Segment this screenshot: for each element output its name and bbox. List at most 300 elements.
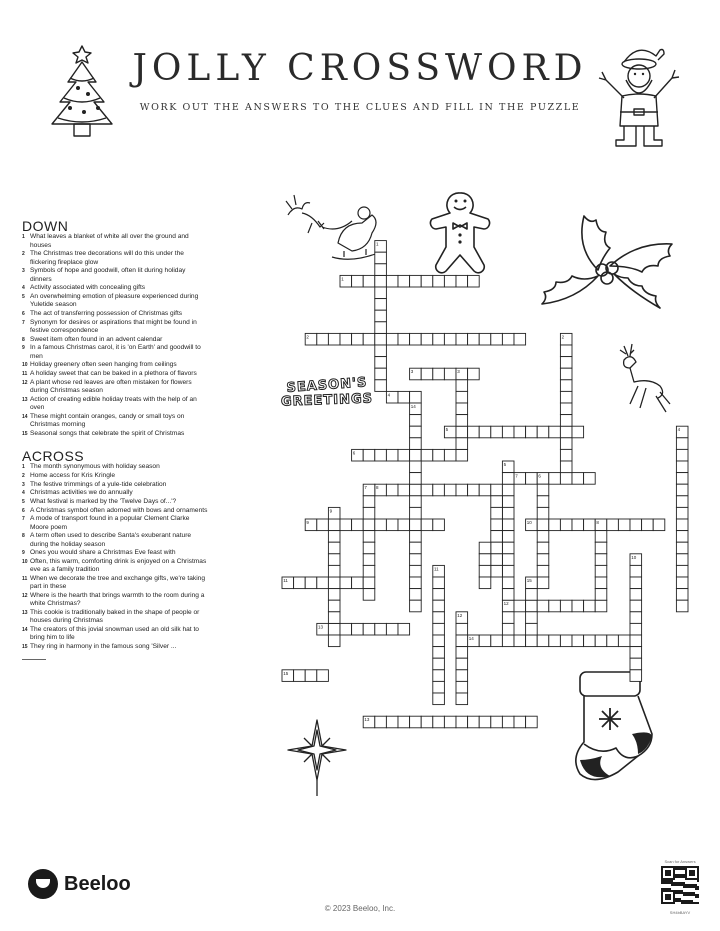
crossword-cell[interactable]	[560, 635, 572, 647]
crossword-cell[interactable]	[514, 600, 526, 612]
down-clue-text: The Christmas tree decorations will do this under the flickering fireplace glow	[30, 250, 184, 266]
brand-name: Beeloo	[64, 872, 131, 895]
crossword-cell[interactable]	[502, 589, 514, 601]
crossword-cell[interactable]	[433, 612, 445, 624]
crossword-cell[interactable]	[410, 449, 422, 461]
crossword-cell[interactable]	[317, 519, 329, 531]
crossword-cell[interactable]	[433, 577, 445, 589]
crossword-cell[interactable]	[676, 473, 688, 485]
crossword-cell[interactable]	[560, 368, 572, 380]
crossword-cell[interactable]	[479, 333, 491, 345]
crossword-cell[interactable]	[584, 519, 596, 531]
crossword-cell[interactable]	[410, 473, 422, 485]
crossword-cell[interactable]	[618, 519, 630, 531]
crossword-cell[interactable]	[398, 391, 410, 403]
crossword-cell[interactable]	[479, 635, 491, 647]
crossword-cell[interactable]	[421, 716, 433, 728]
crossword-cell[interactable]	[456, 484, 468, 496]
crossword-cell[interactable]	[433, 333, 445, 345]
crossword-cell[interactable]	[630, 635, 642, 647]
crossword-cell[interactable]	[398, 484, 410, 496]
crossword-cell[interactable]	[549, 519, 561, 531]
crossword-cell[interactable]	[560, 345, 572, 357]
crossword-cell[interactable]	[502, 333, 514, 345]
crossword-cell[interactable]	[410, 415, 422, 427]
crossword-cell[interactable]	[444, 449, 456, 461]
crossword-cell[interactable]	[630, 670, 642, 682]
crossword-cell[interactable]	[537, 531, 549, 543]
crossword-cell[interactable]	[630, 658, 642, 670]
crossword-cell[interactable]	[328, 333, 340, 345]
crossword-cell[interactable]	[305, 577, 317, 589]
cell-number: 7	[364, 485, 367, 491]
crossword-cell[interactable]	[676, 449, 688, 461]
crossword-cell[interactable]	[410, 333, 422, 345]
crossword-cell[interactable]	[375, 357, 387, 369]
down-clue-number: 12	[22, 379, 28, 386]
crossword-cell[interactable]	[328, 542, 340, 554]
crossword-cell[interactable]	[398, 449, 410, 461]
crossword-cell[interactable]	[352, 577, 364, 589]
crossword-cell[interactable]	[328, 565, 340, 577]
crossword-cell[interactable]	[421, 484, 433, 496]
crossword-cell[interactable]	[398, 716, 410, 728]
crossword-cell[interactable]	[468, 333, 480, 345]
crossword-cell[interactable]	[328, 612, 340, 624]
down-clue-text: Action of creating edible holiday treats with the help of an oven	[30, 395, 197, 411]
crossword-cell[interactable]	[560, 473, 572, 485]
crossword-cell[interactable]	[410, 519, 422, 531]
crossword-cell[interactable]	[526, 473, 538, 485]
crossword-cell[interactable]	[549, 473, 561, 485]
crossword-cell[interactable]	[630, 612, 642, 624]
crossword-cell[interactable]	[502, 635, 514, 647]
crossword-cell[interactable]	[433, 716, 445, 728]
cell-number: 10	[526, 520, 532, 525]
crossword-cell[interactable]	[607, 519, 619, 531]
crossword-cell[interactable]	[363, 275, 375, 287]
crossword-cell[interactable]	[386, 333, 398, 345]
crossword-cell[interactable]	[421, 368, 433, 380]
crossword-cell[interactable]	[468, 484, 480, 496]
crossword-cell[interactable]	[456, 635, 468, 647]
crossword-cell[interactable]	[537, 554, 549, 566]
crossword-cell[interactable]	[526, 623, 538, 635]
crossword-cell[interactable]	[375, 322, 387, 334]
crossword-cell[interactable]	[676, 507, 688, 519]
crossword-cell[interactable]	[491, 426, 503, 438]
crossword-cell[interactable]	[537, 426, 549, 438]
crossword-cell[interactable]	[653, 519, 665, 531]
crossword-cell[interactable]	[491, 554, 503, 566]
crossword-cell[interactable]	[502, 565, 514, 577]
crossword-cell[interactable]	[572, 473, 584, 485]
crossword-cell[interactable]	[560, 415, 572, 427]
crossword-cell[interactable]	[410, 438, 422, 450]
crossword-cell[interactable]	[537, 519, 549, 531]
crossword-cell[interactable]	[363, 577, 375, 589]
crossword-cell[interactable]	[410, 484, 422, 496]
crossword-cell[interactable]	[375, 519, 387, 531]
crossword-cell[interactable]	[456, 380, 468, 392]
crossword-cell[interactable]	[572, 635, 584, 647]
crossword-cell[interactable]	[526, 635, 538, 647]
crossword-cell[interactable]	[584, 635, 596, 647]
crossword-cell[interactable]	[630, 647, 642, 659]
crossword-cell[interactable]	[352, 333, 364, 345]
crossword-cell[interactable]	[375, 275, 387, 287]
crossword-cell[interactable]	[537, 507, 549, 519]
crossword-cell[interactable]	[433, 647, 445, 659]
crossword-cell[interactable]	[363, 554, 375, 566]
crossword-cell[interactable]	[328, 635, 340, 647]
crossword-cell[interactable]	[421, 333, 433, 345]
down-clue-number: 13	[22, 396, 28, 403]
crossword-cell[interactable]	[433, 449, 445, 461]
crossword-cell[interactable]	[433, 589, 445, 601]
crossword-cell[interactable]	[433, 670, 445, 682]
crossword-cell[interactable]	[676, 496, 688, 508]
crossword-cell[interactable]	[375, 380, 387, 392]
crossword-cell[interactable]	[410, 542, 422, 554]
crossword-cell[interactable]	[560, 357, 572, 369]
crossword-cell[interactable]	[514, 426, 526, 438]
crossword-cell[interactable]	[560, 438, 572, 450]
crossword-cell[interactable]	[456, 670, 468, 682]
crossword-cell[interactable]	[456, 449, 468, 461]
crossword-cell[interactable]	[491, 716, 503, 728]
crossword-cell[interactable]	[479, 554, 491, 566]
crossword-cell[interactable]	[317, 670, 329, 682]
crossword-cell[interactable]	[595, 600, 607, 612]
crossword-cell[interactable]	[642, 519, 654, 531]
crossword-cell[interactable]	[456, 693, 468, 705]
crossword-cell[interactable]	[456, 438, 468, 450]
down-clue-number: 8	[22, 336, 25, 343]
crossword-cell[interactable]	[328, 554, 340, 566]
crossword-cell[interactable]	[595, 531, 607, 543]
crossword-cell[interactable]	[502, 473, 514, 485]
crossword-cell[interactable]	[502, 531, 514, 543]
crossword-cell[interactable]	[560, 600, 572, 612]
crossword-cell[interactable]	[584, 600, 596, 612]
down-clue-text: Holiday greenery often seen hanging from ceilings	[30, 361, 177, 369]
crossword-cell[interactable]	[676, 484, 688, 496]
crossword-cell[interactable]	[294, 577, 306, 589]
down-clue-text: In a famous Christmas carol, it is 'on Earth' and goodwill to men	[30, 344, 201, 360]
crossword-cell[interactable]	[468, 368, 480, 380]
crossword-cell[interactable]	[502, 519, 514, 531]
crossword-cell[interactable]	[491, 333, 503, 345]
crossword-cell[interactable]	[549, 426, 561, 438]
crossword-cell[interactable]	[386, 484, 398, 496]
crossword-cell[interactable]	[491, 496, 503, 508]
crossword-cell[interactable]	[317, 577, 329, 589]
crossword-cell[interactable]	[560, 380, 572, 392]
crossword-cell[interactable]	[386, 519, 398, 531]
across-clue-number: 13	[22, 609, 28, 616]
crossword-cell[interactable]	[410, 531, 422, 543]
crossword-cell[interactable]	[433, 275, 445, 287]
crossword-cell[interactable]	[444, 368, 456, 380]
crossword-cell[interactable]	[537, 542, 549, 554]
crossword-cell[interactable]	[618, 635, 630, 647]
crossword-cell[interactable]	[363, 542, 375, 554]
across-clue-text: Where is the hearth that brings warmth to the room during a white Christmas?	[30, 591, 205, 608]
crossword-cell[interactable]	[630, 519, 642, 531]
crossword-cell[interactable]	[328, 531, 340, 543]
crossword-cell[interactable]	[317, 333, 329, 345]
crossword-cell[interactable]	[363, 507, 375, 519]
crossword-cell[interactable]	[340, 333, 352, 345]
crossword-cell[interactable]	[514, 635, 526, 647]
crossword-cell[interactable]	[514, 716, 526, 728]
crossword-cell[interactable]	[479, 577, 491, 589]
crossword-cell[interactable]	[410, 461, 422, 473]
crossword-cell[interactable]	[468, 275, 480, 287]
crossword-cell[interactable]	[468, 716, 480, 728]
crossword-cell[interactable]	[363, 333, 375, 345]
qr-code-icon[interactable]	[661, 866, 699, 904]
cell-number: 15	[526, 578, 532, 583]
crossword-cell[interactable]	[398, 519, 410, 531]
crossword-cell[interactable]	[676, 438, 688, 450]
crossword-cell[interactable]	[375, 287, 387, 299]
crossword-cell[interactable]	[595, 577, 607, 589]
crossword-cell[interactable]	[502, 484, 514, 496]
crossword-cell[interactable]	[456, 333, 468, 345]
cell-number: 4	[387, 392, 391, 398]
crossword-cell[interactable]	[630, 623, 642, 635]
crossword-cell[interactable]	[595, 542, 607, 554]
crossword-cell[interactable]	[433, 693, 445, 705]
crossword-cell[interactable]	[410, 507, 422, 519]
crossword-cell[interactable]	[560, 519, 572, 531]
crossword-cell[interactable]	[456, 716, 468, 728]
crossword-cell[interactable]	[537, 600, 549, 612]
crossword-cell[interactable]	[676, 589, 688, 601]
crossword-cell[interactable]	[375, 252, 387, 264]
crossword-cell[interactable]	[433, 635, 445, 647]
crossword-cell[interactable]	[491, 484, 503, 496]
crossword-cell[interactable]	[491, 635, 503, 647]
crossword-cell[interactable]	[502, 542, 514, 554]
crossword-cell[interactable]	[363, 589, 375, 601]
crossword-cell[interactable]	[363, 565, 375, 577]
crossword-cell[interactable]	[340, 519, 352, 531]
crossword-cell[interactable]	[386, 623, 398, 635]
crossword-cell[interactable]	[410, 426, 422, 438]
crossword-cell[interactable]	[386, 275, 398, 287]
crossword-cell[interactable]	[410, 496, 422, 508]
crossword-cell[interactable]	[328, 577, 340, 589]
crossword-cell[interactable]	[676, 461, 688, 473]
crossword-cell[interactable]	[537, 577, 549, 589]
down-clue-number: 3	[22, 268, 25, 275]
crossword-cell[interactable]	[328, 600, 340, 612]
crossword-cell[interactable]	[294, 670, 306, 682]
crossword-cell[interactable]	[491, 519, 503, 531]
cell-number: 2	[561, 334, 565, 340]
crossword-cell[interactable]	[433, 623, 445, 635]
crossword-cell[interactable]	[537, 496, 549, 508]
crossword-cell[interactable]	[375, 623, 387, 635]
crossword-cell[interactable]	[491, 542, 503, 554]
crossword-cell[interactable]	[502, 496, 514, 508]
crossword-cell[interactable]	[410, 589, 422, 601]
crossword-cell[interactable]	[444, 333, 456, 345]
crossword-cell[interactable]	[363, 449, 375, 461]
crossword-cell[interactable]	[491, 531, 503, 543]
crossword-cell[interactable]	[502, 623, 514, 635]
crossword-cell[interactable]	[456, 275, 468, 287]
crossword-cell[interactable]	[456, 426, 468, 438]
crossword-cell[interactable]	[375, 716, 387, 728]
crossword-cell[interactable]	[584, 473, 596, 485]
crossword-cell[interactable]	[572, 519, 584, 531]
crossword-cell[interactable]	[526, 612, 538, 624]
crossword-cell[interactable]	[676, 565, 688, 577]
across-clue-text: The creators of this jovial snowman used an old silk hat to bring him to life	[30, 625, 199, 642]
crossword-cell[interactable]	[433, 600, 445, 612]
crossword-cell[interactable]	[352, 275, 364, 287]
crossword-cell[interactable]	[410, 716, 422, 728]
crossword-cell[interactable]	[421, 275, 433, 287]
down-clue-text: An overwhelming emotion of pleasure experienced during Yuletide season	[30, 292, 199, 309]
crossword-cell[interactable]	[526, 426, 538, 438]
crossword-cell[interactable]	[410, 577, 422, 589]
crossword-cell[interactable]	[502, 507, 514, 519]
crossword-cell[interactable]	[676, 554, 688, 566]
crossword-cell[interactable]	[560, 426, 572, 438]
crossword-cell[interactable]	[398, 623, 410, 635]
crossword-cell[interactable]	[630, 565, 642, 577]
crossword-cell[interactable]	[502, 426, 514, 438]
crossword-cell[interactable]	[479, 565, 491, 577]
crossword-cell[interactable]	[491, 507, 503, 519]
crossword-cell[interactable]	[526, 600, 538, 612]
crossword-cell[interactable]	[456, 623, 468, 635]
crossword-cell[interactable]	[676, 519, 688, 531]
crossword-cell[interactable]	[433, 658, 445, 670]
crossword-cell[interactable]	[607, 635, 619, 647]
crossword-cell[interactable]	[433, 368, 445, 380]
crossword-cell[interactable]	[363, 531, 375, 543]
crossword-cell[interactable]	[537, 484, 549, 496]
crossword-cell[interactable]	[363, 496, 375, 508]
crossword-cell[interactable]	[549, 635, 561, 647]
crossword-cell[interactable]	[386, 716, 398, 728]
crossword-cell[interactable]	[630, 589, 642, 601]
crossword-cell[interactable]	[340, 623, 352, 635]
crossword-cell[interactable]	[375, 449, 387, 461]
crossword-cell[interactable]	[676, 577, 688, 589]
crossword-cell[interactable]	[630, 577, 642, 589]
crossword-cell[interactable]	[560, 403, 572, 415]
crossword-cell[interactable]	[456, 415, 468, 427]
crossword-cell[interactable]	[537, 635, 549, 647]
crossword-cell[interactable]	[676, 531, 688, 543]
crossword-cell[interactable]	[595, 635, 607, 647]
crossword-cell[interactable]	[468, 426, 480, 438]
crossword-cell[interactable]	[328, 519, 340, 531]
crossword-cell[interactable]	[479, 542, 491, 554]
crossword-cell[interactable]	[352, 519, 364, 531]
crossword-cell[interactable]	[375, 368, 387, 380]
crossword-cell[interactable]	[352, 623, 364, 635]
crossword-cell[interactable]	[456, 647, 468, 659]
crossword-cell[interactable]	[514, 333, 526, 345]
crossword-cell[interactable]	[375, 345, 387, 357]
crossword-cell[interactable]	[502, 554, 514, 566]
crossword-cell[interactable]	[444, 484, 456, 496]
crossword-cell[interactable]	[560, 461, 572, 473]
crossword-cell[interactable]	[375, 310, 387, 322]
crossword-cell[interactable]	[363, 519, 375, 531]
crossword-cell[interactable]	[526, 716, 538, 728]
crossword-cell[interactable]	[560, 391, 572, 403]
crossword-cell[interactable]	[444, 716, 456, 728]
crossword-cell[interactable]	[328, 589, 340, 601]
crossword-cell[interactable]	[398, 275, 410, 287]
crossword-cell[interactable]	[421, 519, 433, 531]
crossword-cell[interactable]	[456, 403, 468, 415]
crossword-cell[interactable]	[398, 333, 410, 345]
crossword-cell[interactable]	[502, 716, 514, 728]
crossword-cell[interactable]	[410, 391, 422, 403]
crossword-cell[interactable]	[595, 565, 607, 577]
crossword-cell[interactable]	[363, 623, 375, 635]
crossword-cell[interactable]	[549, 600, 561, 612]
crossword-cell[interactable]	[375, 333, 387, 345]
crossword-cell[interactable]	[479, 716, 491, 728]
crossword-cell[interactable]	[433, 519, 445, 531]
crossword-cell[interactable]	[340, 577, 352, 589]
crossword-cell[interactable]	[456, 391, 468, 403]
crossword-cell[interactable]	[537, 565, 549, 577]
crossword-cell[interactable]	[595, 554, 607, 566]
crossword-cell[interactable]	[305, 670, 317, 682]
crossword-cell[interactable]	[375, 299, 387, 311]
crossword-cell[interactable]	[433, 681, 445, 693]
crossword-cell[interactable]	[479, 484, 491, 496]
crossword-cell[interactable]	[410, 275, 422, 287]
crossword-cell[interactable]	[560, 449, 572, 461]
crossword-cell[interactable]	[491, 565, 503, 577]
crossword-cell[interactable]	[676, 542, 688, 554]
crossword-cell[interactable]	[572, 426, 584, 438]
crossword-cell[interactable]	[502, 577, 514, 589]
crossword-cell[interactable]	[456, 658, 468, 670]
crossword-cell[interactable]	[479, 426, 491, 438]
crossword-cell[interactable]	[676, 600, 688, 612]
crossword-cell[interactable]	[410, 554, 422, 566]
crossword-cell[interactable]	[433, 484, 445, 496]
crossword-cell[interactable]	[410, 600, 422, 612]
crossword-cell[interactable]	[526, 589, 538, 601]
crossword-cell[interactable]	[630, 600, 642, 612]
crossword-cell[interactable]	[386, 449, 398, 461]
crossword-cell[interactable]	[595, 589, 607, 601]
crossword-cell[interactable]	[502, 612, 514, 624]
crossword-cell[interactable]	[328, 623, 340, 635]
crossword-cell[interactable]	[444, 275, 456, 287]
crossword-cell[interactable]	[456, 681, 468, 693]
crossword-cell[interactable]	[572, 600, 584, 612]
crossword-cell[interactable]	[375, 264, 387, 276]
crossword-cell[interactable]	[410, 565, 422, 577]
crossword-cell[interactable]	[421, 449, 433, 461]
